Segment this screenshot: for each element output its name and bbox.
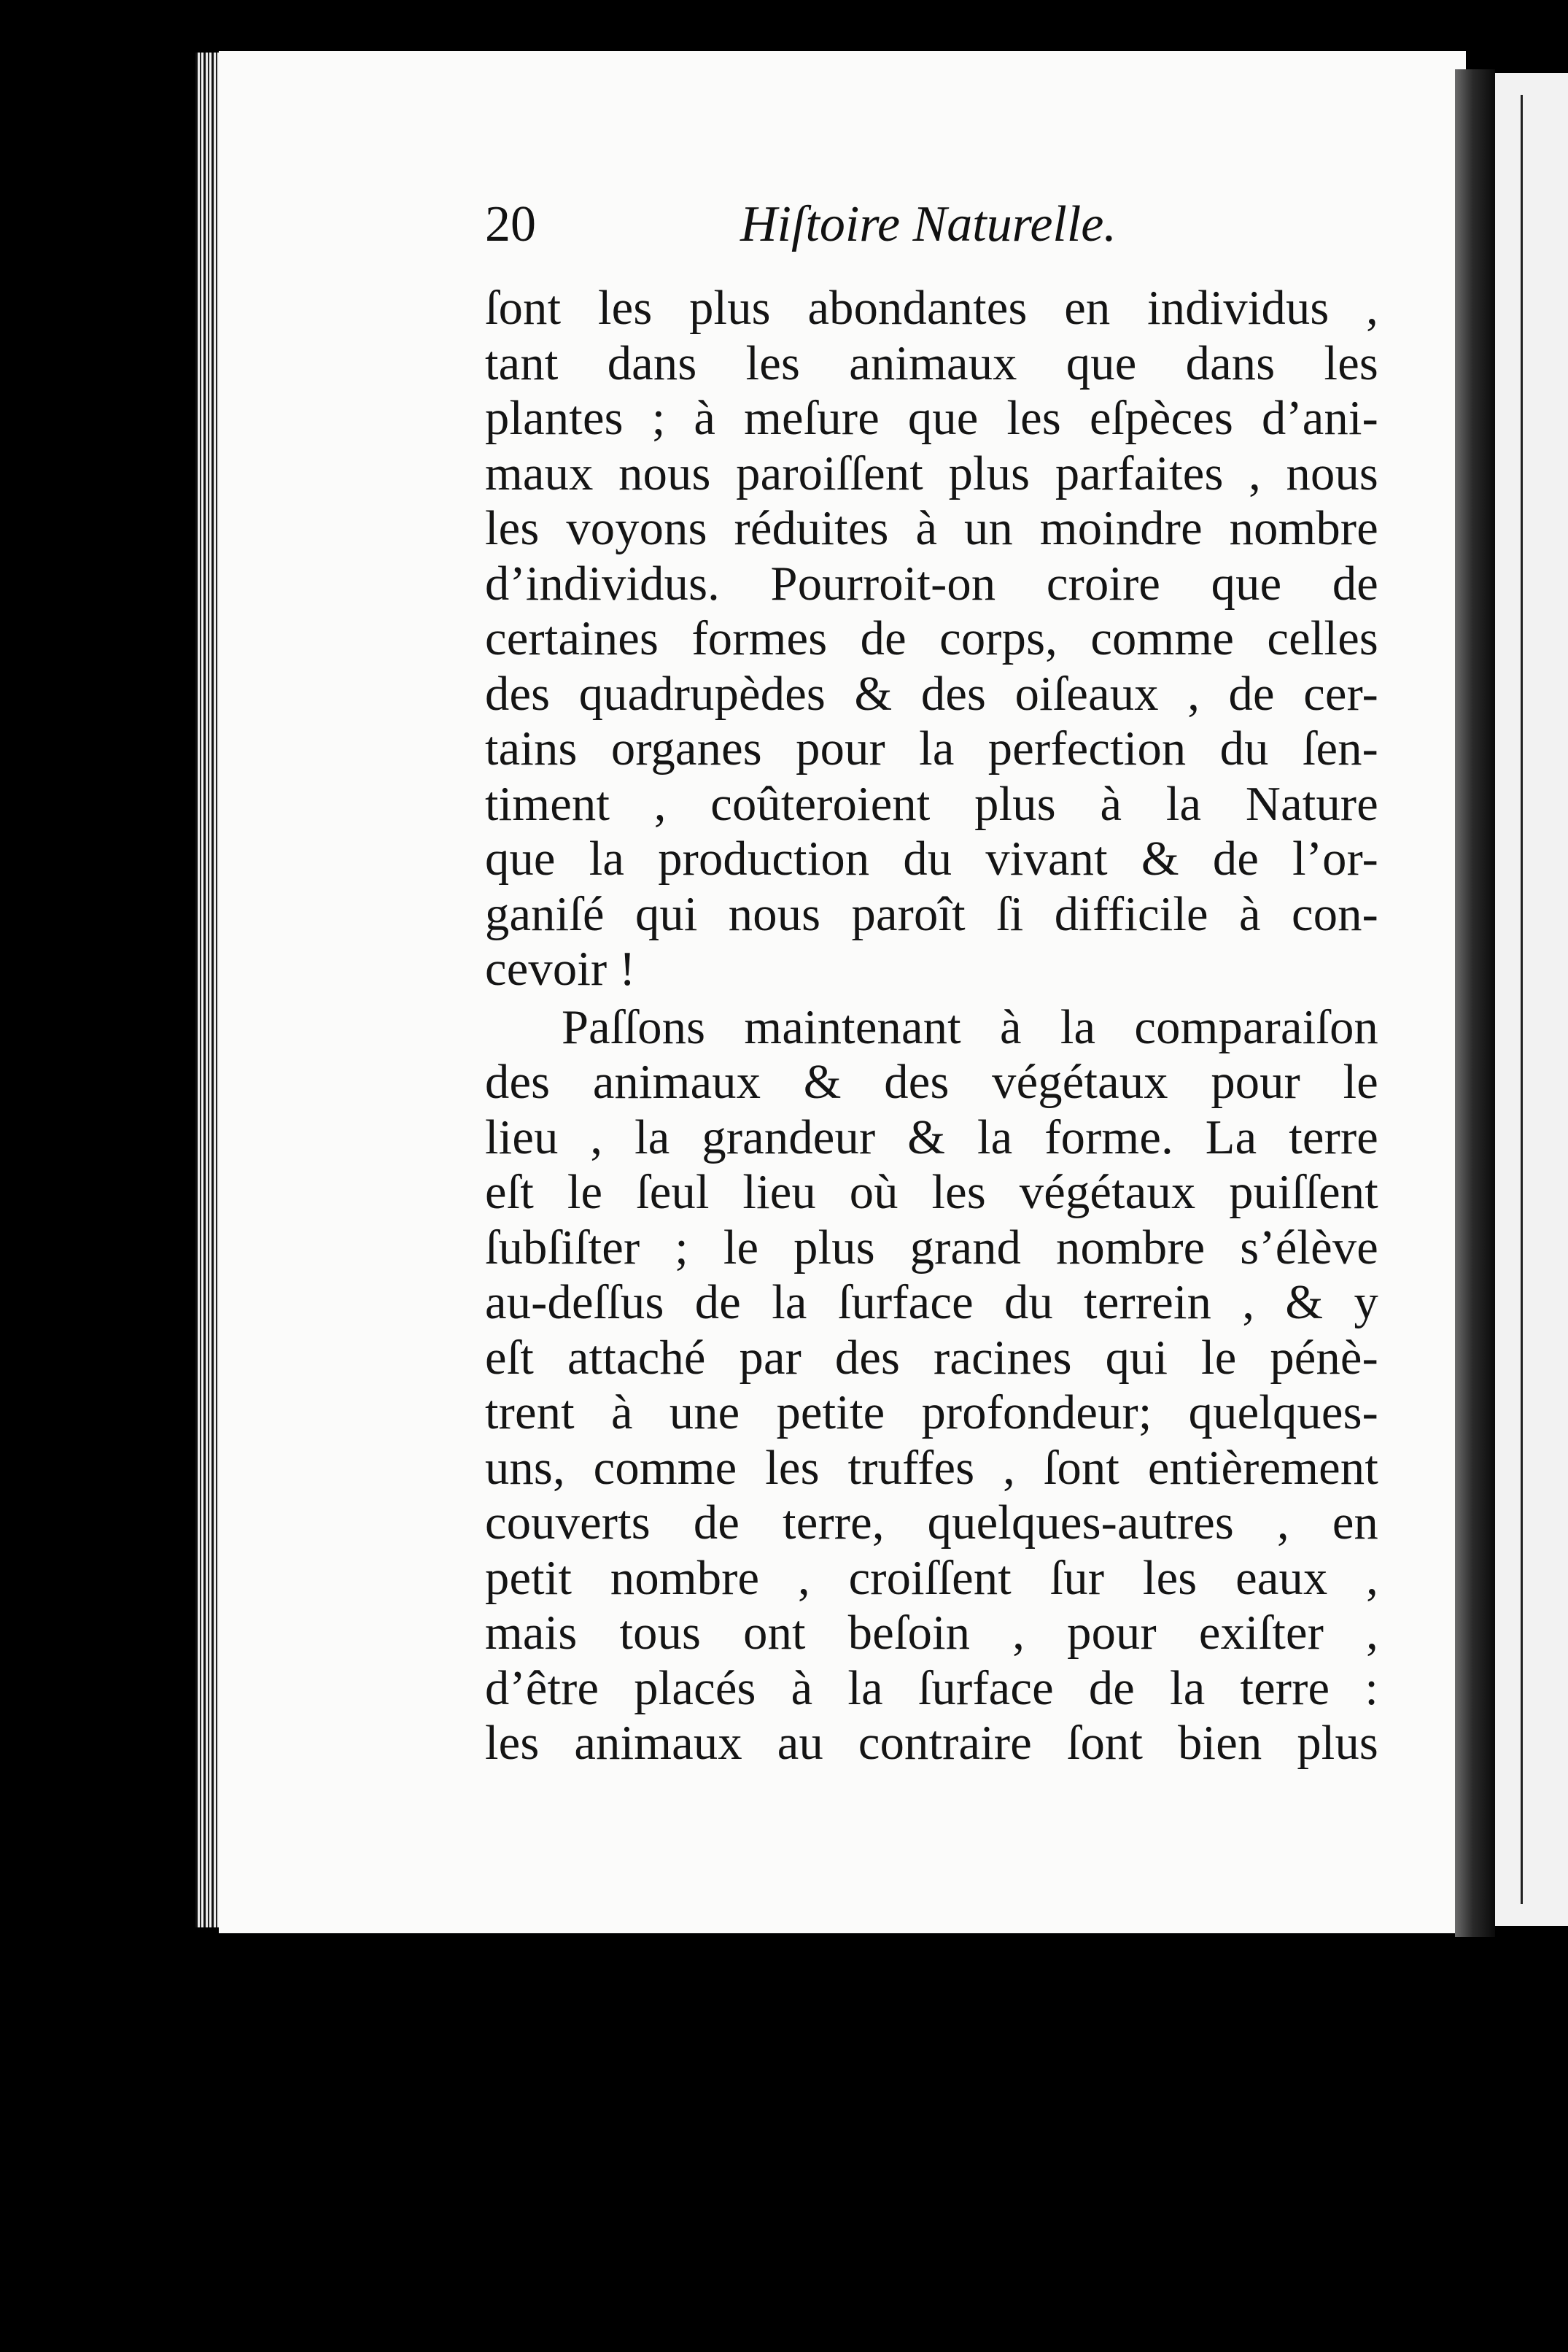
text-line: petit nombre , croiſſent ſur les eaux , <box>485 1551 1378 1605</box>
text-line: uns, comme les truffes , ſont entièrement <box>485 1441 1378 1495</box>
text-line: Paſſons maintenant à la comparaiſon <box>562 1000 1378 1054</box>
text-line: tains organes pour la perfection du ſen- <box>485 722 1378 775</box>
text-line: plantes ; à meſure que les eſpèces d’ani- <box>485 392 1378 445</box>
page-header <box>485 196 1404 276</box>
text-line: tant dans les animaux que dans les <box>485 336 1378 390</box>
text-line: les voyons réduites à un moindre nombre <box>485 502 1378 555</box>
text-line: au-deſſus de la ſurface du terrein , & y <box>485 1276 1378 1329</box>
running-title: Hiſtoire Naturelle. <box>740 196 1117 252</box>
text-line: des animaux & des végétaux pour le <box>485 1056 1378 1109</box>
body-text <box>485 281 1378 1771</box>
text-line: certaines formes de corps, comme celles <box>485 612 1378 665</box>
text-line: eſt le ſeul lieu où les végétaux puiſſent <box>485 1166 1378 1219</box>
text-line: les animaux au contraire ſont bien plus <box>485 1717 1378 1770</box>
text-line: que la production du vivant & de l’or- <box>485 832 1378 886</box>
text-line: timent , coûteroient plus à la Nature <box>485 777 1378 831</box>
text-line: couverts de terre, quelques-autres , en <box>485 1496 1378 1550</box>
text-line: des quadrupèdes & des oiſeaux , de cer- <box>485 667 1378 721</box>
text-line: d’individus. Pourroit-on croire que de <box>485 557 1378 611</box>
text-line: mais tous ont beſoin , pour exiſter , <box>485 1606 1378 1660</box>
text-line: eſt attaché par des racines qui le pénè- <box>485 1331 1378 1385</box>
facing-page-line <box>1521 95 1523 1904</box>
text-line: trent à une petite profondeur; quelques- <box>485 1386 1378 1439</box>
text-line: d’être placés à la ſurface de la terre : <box>485 1661 1378 1715</box>
text-line: cevoir ! <box>485 943 636 996</box>
text-line: ſont les plus abondantes en individus , <box>485 282 1378 335</box>
page-number: 20 <box>485 196 536 252</box>
text-line: maux nous paroiſſent plus parfaites , nous <box>485 446 1378 500</box>
text-line: ſubſiſter ; le plus grand nombre s’élève <box>485 1221 1378 1274</box>
facing-page-edge <box>1495 73 1568 1926</box>
text-line: lieu , la grandeur & la forme. La terre <box>485 1110 1378 1164</box>
gutter-shadow <box>1455 69 1495 1937</box>
text-line: ganiſé qui nous paroît ſi difficile à con- <box>485 887 1378 941</box>
